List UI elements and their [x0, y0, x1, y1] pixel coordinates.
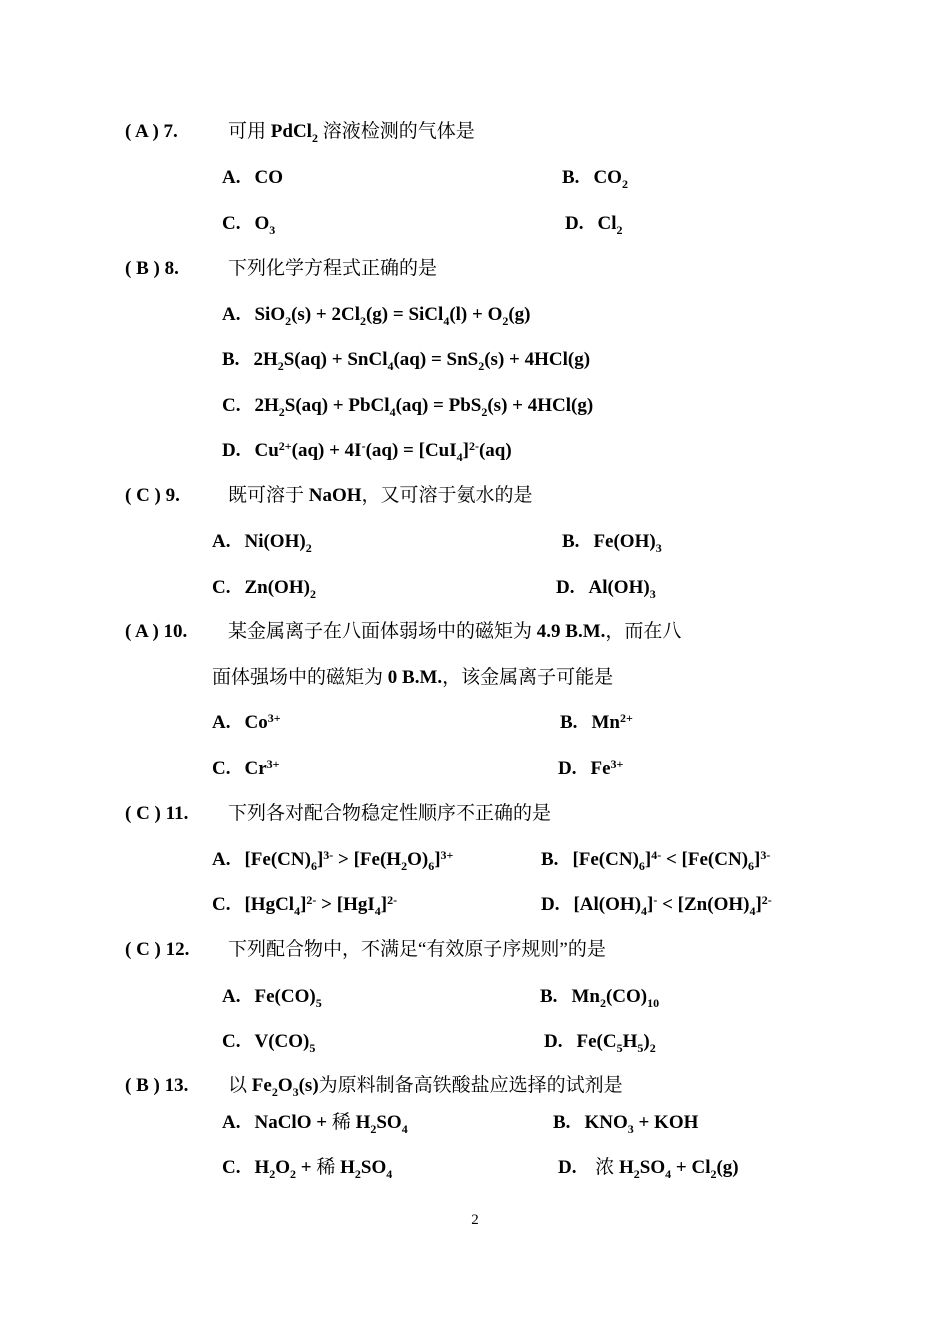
option-d: [556, 576, 656, 600]
text-run: Fe: [251, 1075, 272, 1096]
text-run: ]: [755, 894, 762, 915]
text-run: [Fe(CN): [244, 849, 311, 870]
text-run: ，该金属离子可能是: [442, 667, 614, 688]
text-run: 溶液检测的气体是: [317, 121, 475, 142]
text-run: 2H: [254, 395, 279, 416]
subscript: 4: [294, 904, 301, 918]
superscript: -: [653, 893, 658, 907]
subscript: 3: [649, 587, 656, 601]
option-d: [541, 893, 772, 917]
option-a: [212, 711, 281, 735]
text-run: ]: [754, 849, 761, 870]
text-run: (s) + 4HCl(g): [484, 349, 591, 370]
text-run: NaClO +: [254, 1112, 332, 1133]
superscript: 2+: [278, 439, 292, 453]
text-run: ]: [644, 849, 652, 870]
option-d: [222, 439, 512, 463]
text-run: [Fe(CN): [572, 849, 639, 870]
subscript: 5: [315, 996, 322, 1010]
answer-marker: ( A ) 10.: [125, 621, 188, 642]
option-a: [222, 166, 283, 190]
option-label: A.: [212, 531, 231, 552]
option-d: [558, 757, 623, 781]
subscript: 2: [599, 996, 606, 1010]
text-run: H: [254, 1157, 270, 1178]
option-label: A.: [212, 712, 231, 733]
text-run: PdCl: [270, 121, 312, 142]
superscript: 3-: [323, 848, 334, 862]
option-label: B.: [562, 531, 580, 552]
option-label: D.: [541, 894, 560, 915]
option-a: [222, 303, 531, 327]
text-run: < [Fe(CN): [661, 849, 749, 870]
text-run: ]: [434, 849, 441, 870]
text-run: 下列配合物中，不满足“有效原子序规则”的是: [228, 939, 606, 960]
text-run: Fe(C: [576, 1031, 617, 1052]
subscript: 2: [710, 1167, 717, 1181]
subscript: 6: [638, 859, 645, 873]
option-label: B.: [560, 712, 578, 733]
text-run: ]: [300, 894, 307, 915]
subscript: 6: [748, 859, 755, 873]
subscript: 4: [641, 904, 648, 918]
subscript: 4: [401, 1122, 408, 1136]
text-run: Fe: [590, 758, 611, 779]
subscript: 2: [502, 314, 509, 328]
option-c: [222, 394, 593, 418]
text-run: (aq) = [CuI: [365, 440, 457, 461]
subscript: 2: [359, 314, 366, 328]
subscript: 2: [616, 223, 623, 237]
question-stem: [228, 484, 533, 508]
superscript: 4-: [651, 848, 662, 862]
option-label: B.: [222, 349, 240, 370]
option-label: C.: [222, 395, 241, 416]
option-label: A.: [222, 304, 241, 325]
option-c: [212, 576, 316, 600]
text-run: O: [254, 213, 270, 234]
option-a: [212, 530, 312, 554]
superscript: 2-: [468, 439, 479, 453]
superscript: 3+: [440, 848, 454, 862]
option-b: [541, 848, 770, 872]
subscript: 2: [481, 405, 488, 419]
text-run: H: [619, 1157, 634, 1178]
superscript: 2-: [306, 893, 317, 907]
text-run: < [Zn(OH): [657, 894, 750, 915]
answer-marker: ( B ) 13.: [125, 1075, 189, 1096]
option-c: [222, 1030, 315, 1054]
subscript: 4: [749, 904, 756, 918]
option-label: D.: [565, 213, 584, 234]
option-label: D.: [558, 758, 577, 779]
option-label: C.: [222, 1031, 241, 1052]
option-label: D.: [558, 1157, 577, 1178]
question-stem: [228, 1074, 623, 1098]
text-run: ): [643, 1031, 650, 1052]
subscript: 2: [278, 405, 285, 419]
text-run: 面体强场中的磁矩为: [212, 667, 388, 688]
subscript: 4: [389, 405, 396, 419]
option-label: D.: [544, 1031, 563, 1052]
superscript: 2+: [619, 711, 633, 725]
text-run: 某金属离子在八面体弱场中的磁矩为: [228, 621, 537, 642]
text-run: Zn(OH): [244, 577, 310, 598]
subscript: 2: [311, 131, 318, 145]
option-label: C.: [212, 894, 231, 915]
text-run: 稀: [331, 1112, 356, 1133]
subscript: 5: [637, 1041, 644, 1055]
option-a: [222, 985, 322, 1009]
subscript: 2: [401, 859, 408, 873]
text-run: (l) + O: [449, 304, 503, 325]
text-run: 4.9 B.M.: [536, 621, 606, 642]
subscript: 2: [305, 541, 312, 555]
question-stem: [228, 620, 681, 644]
text-run: (aq) = PbS: [395, 395, 482, 416]
text-run: ，而在八: [605, 621, 682, 642]
text-run: [HgCl: [244, 894, 295, 915]
subscript: 4: [443, 314, 450, 328]
answer-marker: ( C ) 12.: [125, 939, 190, 960]
text-run: (aq) = SnS: [393, 349, 479, 370]
text-run: 2H: [253, 349, 278, 370]
option-label: D.: [222, 440, 241, 461]
subscript: 3: [627, 1122, 634, 1136]
text-run: Ni(OH): [244, 531, 306, 552]
option-label: C.: [212, 758, 231, 779]
text-run: V(CO): [254, 1031, 310, 1052]
subscript: 2: [370, 1122, 377, 1136]
text-run: (aq): [478, 440, 512, 461]
subscript: 4: [387, 359, 394, 373]
option-a: [222, 1111, 408, 1135]
text-run: 为原料制备高铁酸盐应选择的试剂是: [318, 1075, 623, 1096]
text-run: 下列各对配合物稳定性顺序不正确的是: [228, 803, 552, 824]
option-d: [565, 212, 622, 236]
text-run: CO: [254, 167, 283, 188]
superscript: 3+: [267, 711, 281, 725]
subscript: 3: [269, 223, 276, 237]
option-d: [544, 1030, 656, 1054]
question-stem: [228, 802, 551, 826]
text-run: ，又可溶于氨水的是: [361, 485, 533, 506]
answer-marker: ( C ) 9.: [125, 485, 180, 506]
subscript: 2: [269, 1167, 276, 1181]
text-run: Co: [244, 712, 268, 733]
superscript: 3-: [760, 848, 771, 862]
subscript: 4: [386, 1167, 393, 1181]
subscript: 2: [309, 587, 316, 601]
text-run: Fe(OH): [593, 531, 656, 552]
option-b: [540, 985, 659, 1009]
text-run: ]: [316, 849, 324, 870]
subscript: 2: [354, 1167, 361, 1181]
text-run: NaOH: [308, 485, 362, 506]
option-b: [560, 711, 633, 735]
option-label: B.: [553, 1112, 571, 1133]
option-label: B.: [540, 986, 558, 1007]
answer-marker: ( A ) 7.: [125, 121, 178, 142]
text-run: SO: [639, 1157, 666, 1178]
text-run: Cr: [244, 758, 267, 779]
text-run: 0 B.M.: [387, 667, 443, 688]
subscript: 6: [428, 859, 435, 873]
option-label: C.: [222, 1157, 241, 1178]
text-run: > [HgI: [316, 894, 375, 915]
subscript: 10: [647, 996, 660, 1010]
subscript: 3: [292, 1085, 299, 1099]
subscript: 2: [478, 359, 485, 373]
text-run: [Al(OH): [573, 894, 642, 915]
text-run: Cu: [254, 440, 279, 461]
subscript: 5: [309, 1041, 316, 1055]
text-run: H: [622, 1031, 638, 1052]
subscript: 2: [621, 177, 628, 191]
superscript: 3+: [266, 757, 280, 771]
option-label: A.: [212, 849, 231, 870]
text-run: ]: [647, 894, 654, 915]
subscript: 2: [290, 1167, 297, 1181]
subscript: 2: [271, 1085, 278, 1099]
subscript: 6: [310, 859, 317, 873]
text-run: Fe(CO): [254, 986, 316, 1007]
text-run: Mn: [591, 712, 620, 733]
option-label: B.: [541, 849, 559, 870]
question-stem-continued: [212, 666, 613, 690]
option-b: [562, 166, 628, 190]
text-run: S(aq) + PbCl: [284, 395, 390, 416]
text-run: O): [407, 849, 429, 870]
subscript: 5: [616, 1041, 623, 1055]
question-stem: [228, 257, 437, 281]
text-run: ]: [380, 894, 388, 915]
question-stem: [228, 938, 606, 962]
text-run: 稀: [316, 1157, 341, 1178]
subscript: 2: [277, 359, 284, 373]
option-b: [562, 530, 662, 554]
text-run: KNO: [584, 1112, 628, 1133]
text-run: 以: [228, 1075, 252, 1096]
option-c: [212, 757, 279, 781]
text-run: (CO): [605, 986, 648, 1007]
option-c: [222, 212, 275, 236]
text-run: (aq) + 4I: [291, 440, 362, 461]
option-label: C.: [212, 577, 231, 598]
option-a: [212, 848, 453, 872]
option-b: [222, 348, 590, 372]
text-run: 浓: [590, 1157, 619, 1178]
text-run: SO: [376, 1112, 402, 1133]
superscript: 3+: [610, 757, 624, 771]
text-run: 既可溶于: [228, 485, 309, 506]
text-run: SO: [360, 1157, 387, 1178]
text-run: ]: [462, 440, 469, 461]
superscript: -: [361, 439, 366, 453]
text-run: (g): [508, 304, 531, 325]
subscript: 2: [649, 1041, 656, 1055]
subscript: 4: [665, 1167, 672, 1181]
text-run: + KOH: [633, 1112, 699, 1133]
question-stem: [228, 120, 475, 144]
text-run: (g): [716, 1157, 739, 1178]
subscript: 3: [655, 541, 662, 555]
text-run: (s): [298, 1075, 319, 1096]
option-c: [222, 1156, 392, 1180]
subscript: 4: [456, 450, 463, 464]
option-label: A.: [222, 167, 241, 188]
text-run: Cl: [597, 213, 617, 234]
subscript: 2: [633, 1167, 640, 1181]
text-run: 可用: [228, 121, 271, 142]
text-run: Al(OH): [588, 577, 650, 598]
text-run: SiO: [254, 304, 286, 325]
text-run: > [Fe(H: [333, 849, 402, 870]
text-run: S(aq) + SnCl: [283, 349, 388, 370]
subscript: 4: [374, 904, 381, 918]
option-label: C.: [222, 213, 241, 234]
option-c: [212, 893, 397, 917]
text-run: +: [296, 1157, 317, 1178]
text-run: + Cl: [671, 1157, 711, 1178]
text-run: Mn: [571, 986, 600, 1007]
option-label: A.: [222, 986, 241, 1007]
option-label: B.: [562, 167, 580, 188]
option-label: A.: [222, 1112, 241, 1133]
option-d: [558, 1156, 739, 1180]
text-run: (g) = SiCl: [365, 304, 444, 325]
text-run: H: [340, 1157, 355, 1178]
superscript: 2-: [387, 893, 398, 907]
answer-marker: ( B ) 8.: [125, 258, 179, 279]
option-label: D.: [556, 577, 575, 598]
text-run: (s) + 4HCl(g): [487, 395, 594, 416]
page-number: 2: [471, 1212, 479, 1228]
option-b: [553, 1111, 698, 1135]
text-run: (s) + 2Cl: [291, 304, 360, 325]
text-run: CO: [593, 167, 622, 188]
answer-marker: ( C ) 11.: [125, 803, 189, 824]
text-run: O: [277, 1075, 293, 1096]
subscript: 2: [285, 314, 292, 328]
superscript: 2-: [761, 893, 772, 907]
text-run: O: [275, 1157, 291, 1178]
text-run: H: [355, 1112, 371, 1133]
text-run: 下列化学方程式正确的是: [228, 258, 438, 279]
